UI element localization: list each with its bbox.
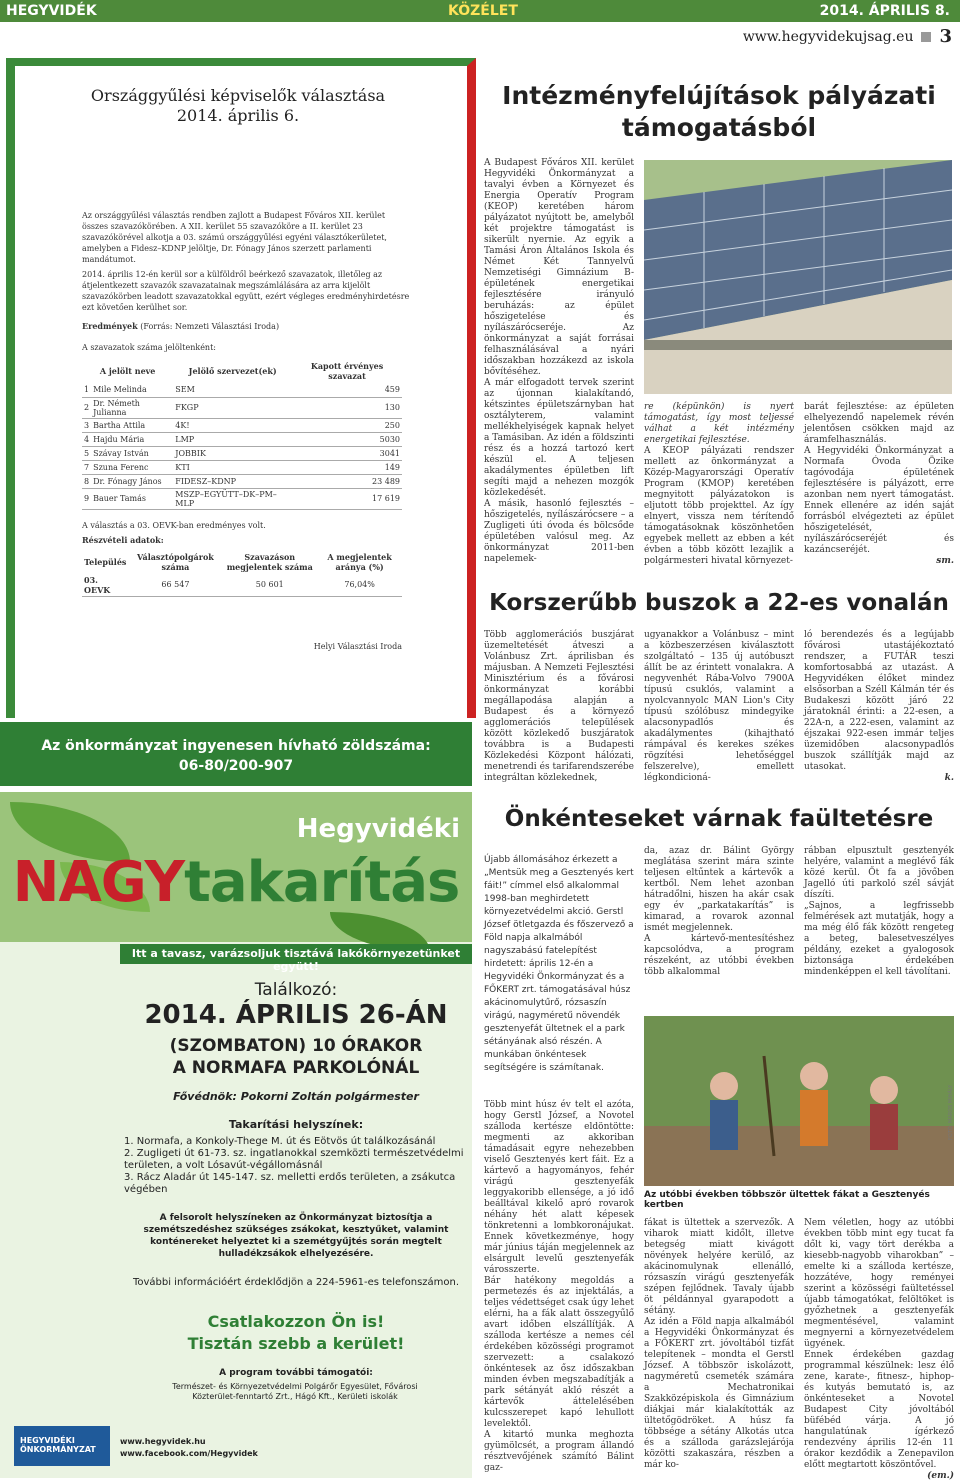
poster-place: A NORMAFA PARKOLÓNÁL — [172, 1058, 420, 1078]
site-item: 2. Zugligeti út 61-73. sz. ingatlanokkal szemközti természetvédelmi területen, a volt Lósavút-végállomásnál — [124, 1148, 464, 1171]
article3-col3 — [804, 846, 954, 978]
row-number: 5 — [82, 446, 91, 460]
site-item: 3. Rácz Aladár út 145-147. sz. melletti erdős területen, a zsákutca végében — [124, 1172, 456, 1195]
th-votes: Kapott érvényes szavazat — [310, 361, 384, 381]
participation-header-row — [82, 550, 402, 574]
article3-p: „Sajnos, a legfrissebb felmérések azt mutatják, hogy a ma még élő fák között rengeteg a beteg, balesetveszélyes példány, ezeket a gyalogosok biztonsága érdekében mindenképpen el kell távolítani. — [804, 901, 954, 977]
poster-web — [120, 1436, 258, 1460]
hotline-banner — [0, 722, 472, 786]
candidate-name: Mile Melinda — [91, 383, 173, 397]
article1-col1 — [484, 158, 634, 565]
article3-p: Nem véletlen, hogy az utóbbi években több mint egy tucat fa dőlt ki, vagy tört derékba a kiesebb-nagyobb viharokban” – emelte ki a szálloda kertésze, hozzátéve, hogy reményei szerint a közösségi faültetéssel újabb támogatókat, felöltöket is győzhetnek a gesztenyefák megmentésével, valamint megnyerni a környezetvédelem ügyének. — [804, 1218, 954, 1349]
issue-date: 2014. ÁPRILIS 8. — [819, 3, 950, 19]
article1-p: A KEOP pályázati rendszer mellett az önkormányzat a Közép-Magyarországi Operatív Program (KMOP) keretében megnyitott pályázatokon is eljutott több projekttel. Az így elnyert, vissza nem térítendő támogatásoknak köszönhetően egyebek mellett az ebben a két évben a több között lezajlik a polgármesteri hivatal környezet- — [644, 446, 794, 566]
solar-panel-photo — [644, 160, 952, 394]
article3-p: Az idén a Föld napja alkalmából a Hegyvidéki Önkormányzat és a FŐKERT zrt. jóvoltából tizfát telepítenek – mondta el Gerstl József. A többször iskolázott, nagyméretű csemeték számára a Mechatronikai Szakközépiskola és Gimnázium diákjai már kialakították az ültetőgödröket. A húsz fa többsége a sétány Alkotás utca és a szálloda garázslejárója közötti szakaszára, részben a már ko- — [644, 1317, 794, 1470]
election-paragraph-2: 2014. április 12-én kerül sor a külföldről beérkező szavazatok, illetőleg az átjelentkezett szavazók szavazatainak megszámlálására az arra kijelölt szavazókörben leadott szavazatokkal együtt, ezért végleges eredményhirdetésre ezt követően kerülhet sor. — [82, 270, 410, 312]
photo-credit: FOTÓ: MAROS MIHÁLY — [948, 1084, 954, 1140]
results-row — [82, 397, 402, 418]
candidate-name: Szuna Ferenc — [91, 460, 173, 474]
results-source: (Forrás: Nemzeti Választási Iroda) — [140, 322, 280, 331]
row-number: 3 — [82, 418, 91, 432]
participation-ratio: 76,04% — [317, 574, 402, 597]
th-present: Szavazáson megjelentek száma — [226, 551, 313, 572]
photo-caption: Az utóbbi években többször ültettek fákat a Gesztenyés kertben — [644, 1190, 930, 1210]
row-number: 2 — [82, 397, 91, 418]
poster-sites — [124, 1136, 464, 1196]
article1-p: A Hegyvidéki Önkormányzat a Normafa Óvoda Özike tagóvodája épületének fejlesztésére is pályázott, erre azonban nem nyert támogatást. Ennek ellenére az idén saját forrásból elvégezteti az épület hőszigetelését, nyílászárócseréjét és kazáncseréjét. — [804, 446, 954, 555]
th-place: Település — [84, 556, 127, 567]
article3-p: Ennek érdekében gazdag programmal készülnek: lesz élő zene, karate-, fitnesz-, hiphop- és kutyás bemutató is, az önkénteseket a Novotel Budapest City jóvoltából büfébéd várja. A jó hangulatúnak ígérkező rendezvény április 12-én 11 órakor kezdődik a Zenepavilon előtt megtartott köszöntővel. — [804, 1350, 954, 1470]
poster-time: (SZOMBATON) 10 ÓRAKOR — [169, 1036, 423, 1056]
cleanup-poster — [0, 792, 472, 1478]
poster-big-1: NAGY — [12, 850, 185, 915]
candidate-votes: 5030 — [292, 432, 402, 446]
results-header-row — [82, 359, 402, 383]
page-number: 3 — [939, 26, 952, 47]
poster-date: 2014. ÁPRILIS 26-ÁN — [144, 1000, 448, 1030]
participation-present: 50 601 — [222, 574, 317, 597]
results-row — [82, 474, 402, 488]
separator-square-icon — [921, 32, 931, 42]
article2-signature: k. — [944, 773, 954, 783]
th-name: A jelölt neve — [99, 366, 156, 376]
candidate-votes: 3041 — [292, 446, 402, 460]
tree-planting-photo — [644, 1016, 954, 1186]
article3-p: A kitartó munka meghozta gyümölcsét, a program állandó résztvevőjének számító Bálint gaz- — [484, 1430, 634, 1473]
row-number: 7 — [82, 460, 91, 474]
candidate-org: 4K! — [173, 418, 292, 432]
site-item: 1. Normafa, a Konkoly-Thege M. út és Eötvös út találkozásánál — [124, 1136, 436, 1147]
article2-title: Korszerűbb buszok a 22-es vonalán — [489, 590, 949, 616]
participation-place: 03. OEVK — [82, 574, 129, 597]
results-row — [82, 432, 402, 446]
article3-lead: Újabb állomásához érkezett a „Mentsük meg a Gesztenyés kert fáit!” címmel első alkalommal 1998-ban meghirdetett környezetvédelmi akció. Gerstl József ötletgazda és főszervező a Föld napja alkalmából nagyszabású fatelepítést hirdetett: április 12-én a Hegyvidéki Önkormányzat és a FŐKERT zrt. támogatásával húsz akácinomulytűrő, rózsaszín virágú, nagyméretű növendék gesztenyefát ültetnek el a park sétányának alsó részén. A munkában önkéntesek segítségére is számítanak. — [484, 855, 634, 1073]
election-signature: Helyi Választási Iroda — [313, 641, 402, 651]
election-title — [0, 86, 476, 126]
election-paragraph-1: Az országgyűlési választás rendben zajlott a Budapest Főváros XII. kerület összes szavazókörében. A XII. kerület 55 szavazóköre a II. kerület 23 szavazókörével alkotja a 03. számú országgyűlési egyéni választókerületet, amelyben a Fidesz–KDNP jelöltje, Dr. Fónagy János szerzett parlamenti mandátumot. — [82, 211, 387, 264]
participation-voters: 66 547 — [129, 574, 223, 597]
candidate-org: FKGP — [173, 397, 292, 418]
candidate-name: Szávay István — [91, 446, 173, 460]
page-header — [0, 0, 960, 22]
poster-big-2: takarítás — [184, 850, 460, 915]
section-name: KÖZÉLET — [448, 3, 518, 19]
candidate-votes: 17 619 — [292, 488, 402, 509]
candidate-org: SEM — [173, 383, 292, 397]
logo-line-1: HEGYVIDÉKI — [20, 1436, 75, 1445]
poster-patron: Fővédnök: Pokorni Zoltán polgármester — [173, 1090, 419, 1103]
poster-info: További információért érdeklődjön a 224-5961-es telefonszámon. — [132, 1277, 460, 1288]
article3-p: Bár hatékony megoldás a permetezés és az injektálás, a teljes védettséget csak úgy lehet elérni, ha a fák alatt összegyűlő avart időben elszállítják. A szálloda kertésze a nemes cél érdekében közösségi programot szervezett: a csalakozó önkéntesek az ősz időszakban minden évben megszabadítják a park sétányát akló részét a kártevők áttelelésében kulcsszerepet kapó lehullott levelektől. — [484, 1276, 634, 1429]
article3-col2b — [644, 1218, 794, 1471]
results-row — [82, 488, 402, 509]
candidate-votes: 130 — [292, 397, 402, 418]
candidate-org: KTI — [173, 460, 292, 474]
article3-p: da, azaz dr. Bálint György meglátása szerint mára szinte teljesen eltűntek a kártevők a kertből. Nem lehet azonban hátradőlni, hiszen ha akár csak egy év „parkatakarítás” is kimarad, a rovarok azonnal ismét megjelennek. — [644, 846, 794, 933]
poster-join-2: Tisztán szebb a kerület! — [187, 1334, 405, 1353]
article2-col3 — [804, 630, 954, 784]
votes-label: A szavazatok száma jelöltenként: — [82, 343, 216, 352]
hotline-number[interactable]: 06-80/200-907 — [178, 758, 294, 774]
article3-col1b — [484, 1100, 634, 1474]
candidate-name: Hajdu Mária — [91, 432, 173, 446]
article3-signature: (em.) — [927, 1471, 954, 1481]
row-number: 1 — [82, 383, 91, 397]
poster-big-title — [0, 852, 472, 914]
row-number: 4 — [82, 432, 91, 446]
row-number: 8 — [82, 474, 91, 488]
candidate-name: Bartha Attila — [91, 418, 173, 432]
candidate-name: Dr. Németh Julianna — [91, 397, 173, 418]
article3-col2 — [644, 846, 794, 978]
results-table — [82, 359, 402, 510]
article3-p: rábban elpusztult gesztenyék helyére, valamint a meglévő fák közé kerül. Őt fa a jövőben Jagelló úti parkoló szél sávját díszíti. — [804, 846, 954, 900]
candidate-org: FIDESZ–KDNP — [173, 474, 292, 488]
poster-provide: A felsorolt helyszíneken az Önkormányzat biztosítja a szemétszedéshez szükséges zsákokat, kesztyűket, valamint konténereket helyeztet ki a szemétgyűjtés során megtelt hulladékzsákok elhelyezésére. — [143, 1213, 449, 1259]
hotline-text: Az önkormányzat ingyenesen hívható zöldszáma: — [41, 738, 431, 754]
poster-meet-label: Találkozó: — [254, 980, 338, 1000]
poster-facebook-link[interactable]: www.facebook.com/Hegyvidek — [120, 1449, 258, 1458]
participation-table — [82, 550, 402, 597]
section-brand: HEGYVIDÉK — [6, 3, 97, 19]
subheader — [743, 26, 952, 47]
article2-col2: ugyanakkor a Volánbusz – mint a közbeszerzésen kiválasztott szolgáltató – 135 új autóbuszt állít be az érintett vonalakra. A negyvenhét Rába-Volvo 7900A típusú csuklós, valamint a nyolcvannyolc MAN Lion's City típusú szólóbusz mindegyike alacsonypadlós és akadálymentes (kihajtható rámpával és kerekes székes rögzítési lehetőséggel felszerelve), emellett légkondicioná- — [644, 630, 794, 783]
th-ratio: A megjelentek aránya (%) — [327, 551, 392, 572]
poster-slogan: Itt a tavasz, varázsoljuk tisztává lakókörnyezetünket együtt! — [120, 944, 472, 964]
candidate-name: Dr. Fónagy János — [91, 474, 173, 488]
municipality-logo — [14, 1426, 110, 1466]
candidate-org: LMP — [173, 432, 292, 446]
article3-col3b — [804, 1218, 954, 1482]
poster-web-link[interactable]: www.hegyvidek.hu — [120, 1437, 206, 1446]
election-date: 2014. április 6. — [176, 106, 300, 125]
election-title-line1: Országgyűlési képviselők választása — [90, 86, 386, 105]
results-row — [82, 383, 402, 397]
election-body — [82, 210, 412, 656]
th-voters: Választópolgárok száma — [137, 551, 214, 572]
article3-p: fákat is ültettek a szervezők. A viharok miatt kidőlt, illetve betegség miatt kivágott növények helyére kerülő, az akácinomulynak ellenálló, rózsaszín virágú gesztenyefák szépen fejlődnek. Tavaly újabb öt példánnyal gyarapodott a sétány. — [644, 1218, 794, 1316]
results-row — [82, 446, 402, 460]
article3-title: Önkénteseket várnak faültetésre — [504, 806, 934, 832]
logo-line-2: ÖNKORMÁNYZAT — [20, 1445, 96, 1454]
article1-col2 — [644, 402, 794, 567]
results-label: Eredmények — [82, 321, 138, 331]
poster-partners: Természet- és Környezetvédelmi Polgárőr Egyesület, Fővárosi Közterület-fenntartó Zrt., Hágó Kft., Kerületi iskolák — [172, 1382, 418, 1401]
candidate-votes: 23 489 — [292, 474, 402, 488]
candidate-org: MSZP–EGYÜTT–DK–PM–MLP — [173, 488, 292, 509]
article1-p: barát fejlesztése: az épületen elhelyezendő napelemek révén jelentősen csökken majd az áramfelhasználás. — [804, 402, 954, 445]
article2-p: ló berendezés és a legújabb fővárosi utastájékoztató rendszer, a FUTÁR teszi komfortosabbá az utazást. A Hegyvidéken élőket mindez elsősorban a Széll Kálmán tér és Budakeszi között járó 22 járatoknál érinti: a 22-esen, a 22A-n, a 222-esen, valamint az éjszakai 922-esen immár teljes üzemidőben alacsonypadlós buszok szállítják majd az utasokat. — [804, 630, 954, 772]
article1-signature: sm. — [936, 556, 954, 566]
candidate-org: JOBBIK — [173, 446, 292, 460]
article1-p: A már elfogadott tervek szerint az újonnan kialakítandó, kétszintes épületszárnyban hat osztályterem, valamint mellékhelyiségek kapnak helyet a Tamásiban. Az idén a földszinti rész és a hozzá tartozó kert készül el. A teljesen akadálymentes épületben lift segíti majd a nehezen mozgók közlekedését. — [484, 378, 634, 498]
poster-join-1: Csatlakozzon Ön is! — [207, 1312, 385, 1331]
site-link[interactable]: www.hegyvidekujsag.eu — [742, 28, 914, 45]
results-row — [82, 418, 402, 432]
tree-planting-illustration — [644, 1016, 954, 1186]
participation-label: Részvételi adatok: — [82, 534, 164, 545]
candidate-votes: 149 — [292, 460, 402, 474]
row-number: 9 — [82, 488, 91, 509]
poster-brand: Hegyvidéki — [296, 814, 460, 844]
solar-panel-illustration — [644, 160, 952, 394]
article1-p: re (képünkön) is nyert támogatást, így most teljessé válhat a két intézmény energetikai fejlesztése. — [644, 402, 794, 445]
participation-row — [82, 574, 402, 597]
candidate-votes: 459 — [292, 383, 402, 397]
th-org: Jelölő szervezet(ek) — [188, 366, 277, 376]
candidate-votes: 250 — [292, 418, 402, 432]
article2-col1: Több agglomerációs buszjárat üzemeltetését átveszi a Volánbusz Zrt. áprilisban és májusban. A Nemzeti Fejlesztési Minisztérium és a fővárosi önkormányzat korábbi megállapodása alapján a Budapest és a környező agglomerációs települések között közlekedő buszjáratok továbbra is a Budapesti Közlekedési Központ hálózati, menetrendi és tarifarendszerébe integráltan közlekednek, — [484, 630, 634, 783]
article3-p: A kártevő-mentesítéshez kapcsolódva, a program részeként, az utóbbi években több alkalommal — [644, 934, 794, 977]
poster-sites-title: Takarítási helyszínek: — [228, 1118, 364, 1131]
article1-p: A másik, hasonló fejlesztés – hőszigetelés, nyílászárócsere – a Zugligeti úti óvoda és bölcsőde épületében valósul meg. Az önkormányzat 2011-ben napelemek- — [484, 499, 634, 564]
article1-col3 — [804, 402, 954, 567]
poster-partner-title: A program további támogatói: — [219, 1368, 373, 1378]
article1-title: Intézményfelújítások pályázati támogatásból — [502, 81, 936, 142]
article3-p: Több mint húsz év telt el azóta, hogy Gerstl József, a Novotel szálloda kertésze eldöntötte: megmenti az akkoriban támadásait egyre nehezebben viselő Gesztenyés kert fáit. Ez a kártevő a hagyományos, fehér virágú gesztenyefák leggyakoribb ellensége, a jó idő beálltával kikelő apró rovarok néhány hét alatt képesek tönkretenni a lombkoronájukat. Ennek következménye, hogy már június táján megjelennek az elsárgult levelű gesztenyefák városszerte. — [484, 1100, 634, 1275]
candidate-name: Bauer Tamás — [91, 488, 173, 509]
results-row — [82, 460, 402, 474]
article1-p: A Budapest Főváros XII. kerület Hegyvidéki Önkormányzat a tavalyi évben a Környezet és Energia Operatív Program (KEOP) keretében három pályázatot nyújtott be, amelyből két projektre támogatást is sikerült nyernie. Az egyik a Tamási Áron Általános Iskola és Német Két Tannyelvű Nemzetiségi Gimnázium B-épületének energetikai fejlesztésére irányuló beruházás: az épület hőszigetelése és nyílászárócseréje. Az önkormányzat a saját forrásai felhasználásával a nyári időszakban hozzákezd az iskola bővítéséhez. — [484, 158, 634, 377]
election-result-note: A választás a 03. OEVK-ban eredményes volt. — [82, 520, 266, 530]
